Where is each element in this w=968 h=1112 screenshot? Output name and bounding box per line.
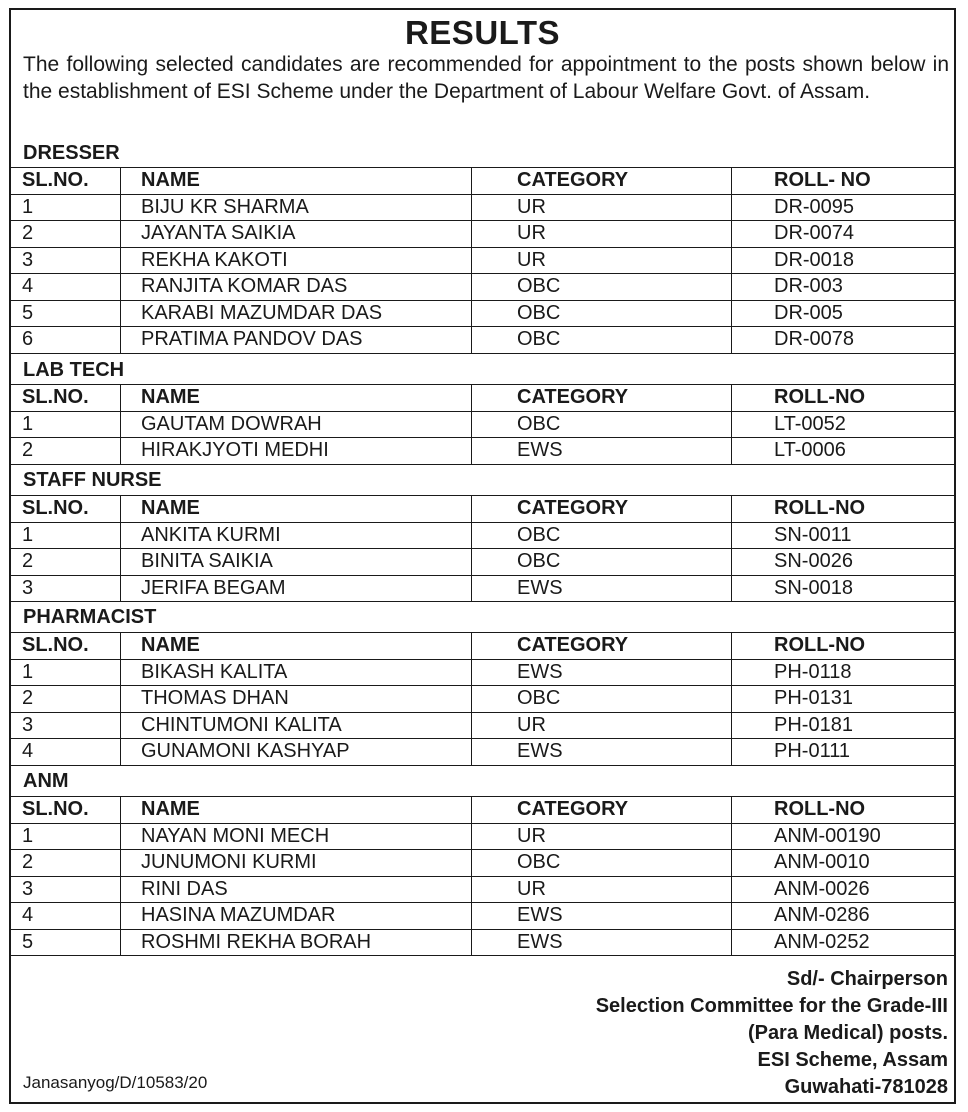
cell-name: RINI DAS <box>121 876 472 903</box>
cell-rollno: SN-0011 <box>732 522 955 549</box>
cell-rollno: DR-005 <box>732 300 955 327</box>
cell-name: CHINTUMONI KALITA <box>121 712 472 739</box>
column-header-slno: SL.NO. <box>11 633 121 660</box>
signature-line: (Para Medical) posts. <box>747 1022 948 1044</box>
cell-category: OBC <box>472 300 732 327</box>
signature-line: Selection Committee for the Grade-III <box>595 995 948 1017</box>
table-row <box>11 876 954 903</box>
table-row <box>11 739 954 766</box>
table-row <box>11 823 954 850</box>
cell-slno: 2 <box>11 221 121 248</box>
cell-slno: 2 <box>11 850 121 877</box>
section-heading-pharmacist: PHARMACIST <box>23 606 157 628</box>
cell-category: EWS <box>472 575 732 602</box>
cell-slno: 3 <box>11 575 121 602</box>
table-row <box>11 686 954 713</box>
cell-name: GAUTAM DOWRAH <box>121 411 472 438</box>
cell-rollno: ANM-00190 <box>732 823 955 850</box>
cell-name: RANJITA KOMAR DAS <box>121 274 472 301</box>
cell-rollno: ANM-0010 <box>732 850 955 877</box>
table-row <box>11 274 954 301</box>
cell-name: KARABI MAZUMDAR DAS <box>121 300 472 327</box>
cell-category: EWS <box>472 438 732 465</box>
cell-slno: 3 <box>11 876 121 903</box>
cell-slno: 3 <box>11 247 121 274</box>
cell-name: REKHA KAKOTI <box>121 247 472 274</box>
column-header-slno: SL.NO. <box>11 385 121 412</box>
reference-number: Janasanyog/D/10583/20 <box>23 1073 208 1092</box>
cell-rollno: SN-0018 <box>732 575 955 602</box>
cell-category: EWS <box>472 903 732 930</box>
signature-block <box>596 966 948 1101</box>
column-header-name: NAME <box>121 496 472 523</box>
column-header-name: NAME <box>121 168 472 195</box>
cell-rollno: DR-0095 <box>732 194 955 221</box>
cell-name: JERIFA BEGAM <box>121 575 472 602</box>
section-heading-dresser: DRESSER <box>23 142 120 164</box>
results-table-dresser <box>11 167 954 354</box>
table-row <box>11 327 954 354</box>
cell-name: HIRAKJYOTI MEDHI <box>121 438 472 465</box>
section-heading-staff-nurse: STAFF NURSE <box>23 469 162 491</box>
cell-category: OBC <box>472 411 732 438</box>
cell-slno: 5 <box>11 300 121 327</box>
cell-name: BIKASH KALITA <box>121 659 472 686</box>
cell-slno: 1 <box>11 823 121 850</box>
cell-category: UR <box>472 823 732 850</box>
cell-category: OBC <box>472 522 732 549</box>
column-header-category: CATEGORY <box>472 496 732 523</box>
signature-line: Sd/- Chairperson <box>786 968 948 990</box>
cell-slno: 2 <box>11 686 121 713</box>
cell-category: EWS <box>472 929 732 956</box>
cell-name: JUNUMONI KURMI <box>121 850 472 877</box>
cell-slno: 1 <box>11 659 121 686</box>
intro-paragraph: The following selected candidates are recommended for appointment to the posts shown below in the establishment of ESI Scheme under the Department of Labour Welfare Govt. of Assam. <box>23 53 949 103</box>
table-row <box>11 194 954 221</box>
column-header-name: NAME <box>121 385 472 412</box>
cell-category: EWS <box>472 659 732 686</box>
cell-rollno: DR-0074 <box>732 221 955 248</box>
table-row <box>11 438 954 465</box>
cell-slno: 4 <box>11 903 121 930</box>
section-heading-lab-tech: LAB TECH <box>23 359 125 381</box>
cell-slno: 1 <box>11 522 121 549</box>
cell-rollno: PH-0181 <box>732 712 955 739</box>
column-header-category: CATEGORY <box>472 797 732 824</box>
column-header-rollno: ROLL-NO <box>732 797 955 824</box>
cell-category: OBC <box>472 549 732 576</box>
table-row <box>11 247 954 274</box>
cell-rollno: ANM-0026 <box>732 876 955 903</box>
cell-rollno: ANM-0252 <box>732 929 955 956</box>
table-row <box>11 712 954 739</box>
table-row <box>11 300 954 327</box>
column-header-rollno: ROLL-NO <box>732 496 955 523</box>
table-row <box>11 221 954 248</box>
column-header-slno: SL.NO. <box>11 496 121 523</box>
cell-name: HASINA MAZUMDAR <box>121 903 472 930</box>
column-header-slno: SL.NO. <box>11 168 121 195</box>
cell-slno: 3 <box>11 712 121 739</box>
cell-rollno: PH-0131 <box>732 686 955 713</box>
cell-category: OBC <box>472 327 732 354</box>
cell-slno: 4 <box>11 274 121 301</box>
cell-category: UR <box>472 712 732 739</box>
cell-rollno: ANM-0286 <box>732 903 955 930</box>
notice-frame <box>9 8 956 1104</box>
table-row <box>11 549 954 576</box>
table-row <box>11 659 954 686</box>
results-table-pharmacist <box>11 632 954 766</box>
table-row <box>11 575 954 602</box>
cell-name: NAYAN MONI MECH <box>121 823 472 850</box>
cell-rollno: PH-0111 <box>732 739 955 766</box>
table-header-row <box>11 168 954 195</box>
cell-slno: 4 <box>11 739 121 766</box>
cell-slno: 1 <box>11 194 121 221</box>
page-title: RESULTS <box>404 14 561 51</box>
table-header-row <box>11 797 954 824</box>
cell-slno: 6 <box>11 327 121 354</box>
column-header-slno: SL.NO. <box>11 797 121 824</box>
cell-rollno: DR-0018 <box>732 247 955 274</box>
cell-category: OBC <box>472 274 732 301</box>
table-row <box>11 411 954 438</box>
signature-line: ESI Scheme, Assam <box>757 1049 948 1071</box>
cell-slno: 1 <box>11 411 121 438</box>
cell-rollno: DR-0078 <box>732 327 955 354</box>
cell-name: ROSHMI REKHA BORAH <box>121 929 472 956</box>
cell-category: EWS <box>472 739 732 766</box>
cell-slno: 2 <box>11 438 121 465</box>
table-header-row <box>11 496 954 523</box>
cell-rollno: DR-003 <box>732 274 955 301</box>
column-header-rollno: ROLL- NO <box>732 168 955 195</box>
cell-name: PRATIMA PANDOV DAS <box>121 327 472 354</box>
cell-name: ANKITA KURMI <box>121 522 472 549</box>
cell-category: UR <box>472 247 732 274</box>
cell-rollno: LT-0006 <box>732 438 955 465</box>
table-row <box>11 929 954 956</box>
column-header-rollno: ROLL-NO <box>732 633 955 660</box>
cell-name: GUNAMONI KASHYAP <box>121 739 472 766</box>
column-header-name: NAME <box>121 797 472 824</box>
cell-category: OBC <box>472 850 732 877</box>
table-row <box>11 850 954 877</box>
cell-category: UR <box>472 876 732 903</box>
cell-name: BINITA SAIKIA <box>121 549 472 576</box>
cell-category: UR <box>472 221 732 248</box>
cell-category: OBC <box>472 686 732 713</box>
cell-name: JAYANTA SAIKIA <box>121 221 472 248</box>
column-header-name: NAME <box>121 633 472 660</box>
column-header-category: CATEGORY <box>472 168 732 195</box>
results-table-lab-tech <box>11 384 954 465</box>
signature-line: Guwahati-781028 <box>784 1076 948 1098</box>
cell-name: BIJU KR SHARMA <box>121 194 472 221</box>
table-header-row <box>11 633 954 660</box>
cell-name: THOMAS DHAN <box>121 686 472 713</box>
table-row <box>11 522 954 549</box>
column-header-rollno: ROLL-NO <box>732 385 955 412</box>
cell-rollno: SN-0026 <box>732 549 955 576</box>
cell-slno: 5 <box>11 929 121 956</box>
results-table-staff-nurse <box>11 495 954 602</box>
cell-rollno: PH-0118 <box>732 659 955 686</box>
cell-category: UR <box>472 194 732 221</box>
results-table-anm <box>11 796 954 956</box>
table-row <box>11 903 954 930</box>
section-heading-anm: ANM <box>23 770 69 792</box>
column-header-category: CATEGORY <box>472 385 732 412</box>
table-header-row <box>11 385 954 412</box>
cell-rollno: LT-0052 <box>732 411 955 438</box>
column-header-category: CATEGORY <box>472 633 732 660</box>
cell-slno: 2 <box>11 549 121 576</box>
